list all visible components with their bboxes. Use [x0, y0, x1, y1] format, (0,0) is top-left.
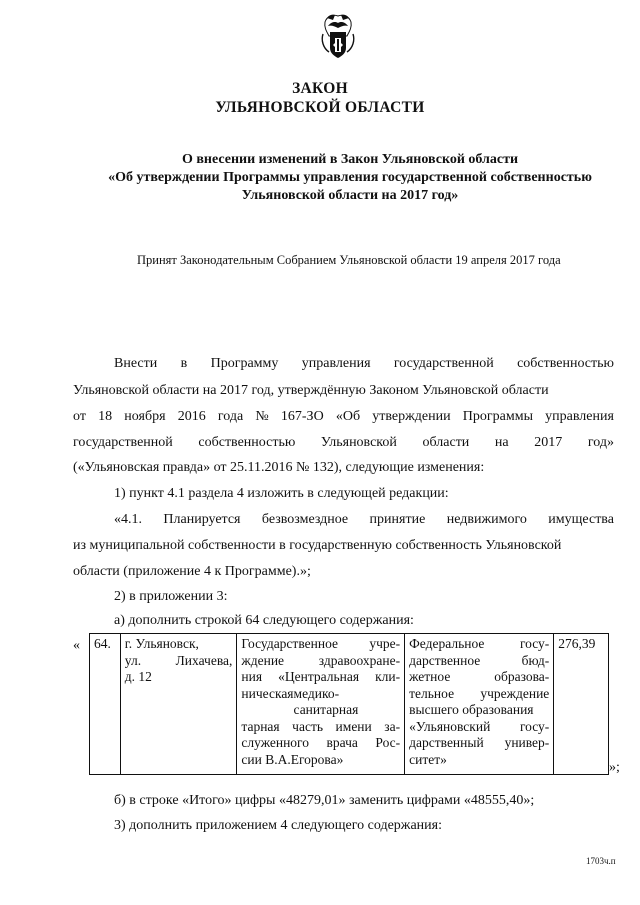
- subject-line: «Об утверждении Программы управления государственной собственностью: [108, 170, 592, 185]
- property-row-table: [89, 633, 609, 775]
- paragraph-line: («Ульяновская правда» от 25.11.2016 № 132), следующие изменения:: [73, 460, 485, 475]
- list-item-2b: б) в строке «Итого» цифры «48279,01» заменить цифрами «48555,40»;: [114, 793, 535, 808]
- subject-line: Ульяновской области на 2017 год»: [241, 188, 459, 203]
- law-title: ЗАКОН: [292, 80, 348, 97]
- opening-quote: «: [73, 638, 80, 653]
- holder-cell: Государственное учре- ждение здравоохране- ния «Центральная кли- ническая медико-санитарная тарная часть имени за- служенного врача Рос- сии В.А.Егорова»: [237, 634, 405, 775]
- row-number-cell: 64.: [90, 634, 121, 775]
- list-item-1: 1) пункт 4.1 раздела 4 изложить в следующей редакции:: [114, 486, 449, 501]
- list-item-2a: а) дополнить строкой 64 следующего содержания:: [114, 613, 414, 628]
- closing-quote: »;: [609, 760, 620, 775]
- paragraph-line: от 18 ноября 2016 года № 167-ЗО «Об утверждении Программы управления: [73, 409, 614, 424]
- subject-line: О внесении изменений в Закон Ульяновской области: [181, 152, 519, 167]
- adoption-note: Принят Законодательным Собранием Ульяновской области 19 апреля 2017 года: [137, 253, 561, 267]
- table-row: [90, 634, 609, 775]
- area-value-cell: 276,39: [554, 634, 609, 775]
- recipient-cell: Федеральное госу- дарственное бюд- жетное образова- тельное учреждение высшего образования «Ульяновский госу- дарственный универ- ситет»: [405, 634, 554, 775]
- paragraph-line: Ульяновской области на 2017 год, утверждённую Законом Ульяновской области: [73, 383, 549, 398]
- law-region: УЛЬЯНОВСКОЙ ОБЛАСТИ: [215, 99, 425, 116]
- paragraph-line: области (приложение 4 к Программе).»;: [73, 564, 311, 579]
- address-cell: г. Ульяновск, ул. Лихачева, д. 12: [120, 634, 237, 775]
- coat-of-arms-icon: [319, 12, 357, 60]
- list-item-2: 2) в приложении 3:: [114, 589, 228, 604]
- paragraph-line: из муниципальной собственности в государственную собственность Ульяновской: [73, 538, 562, 553]
- paragraph-line: государственной собственностью Ульяновской области на 2017 год»: [73, 435, 614, 450]
- list-item-3: 3) дополнить приложением 4 следующего содержания:: [114, 818, 442, 833]
- document-code: 1703ч.п: [586, 856, 616, 866]
- paragraph-line: Внести в Программу управления государственной собственностью: [114, 356, 614, 371]
- paragraph-line: «4.1. Планируется безвозмездное принятие недвижимого имущества: [114, 512, 614, 527]
